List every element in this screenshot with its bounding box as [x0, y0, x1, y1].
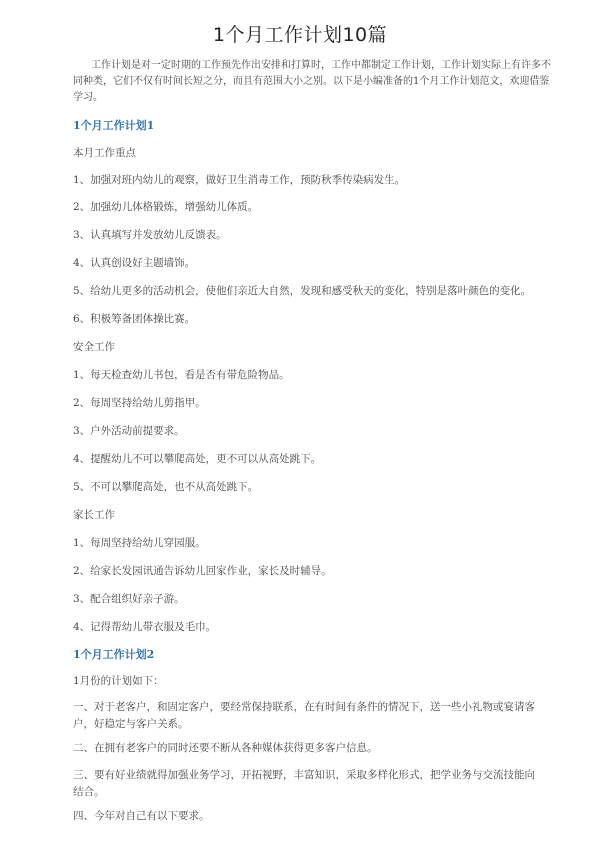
document-title: 1个月工作计划10篇 [212, 24, 388, 46]
paragraph: 一、对于老客户，和固定客户，要经常保持联系，在有时间有条件的情况下，送一些小礼物或宴请客户，好稳定与客户关系。 [73, 701, 535, 730]
list-item: 3、认真填写并发放幼儿反馈表。 [73, 229, 227, 241]
paragraph: 三、要有好业绩就得加强业务学习，开拓视野，丰富知识，采取多样化形式，把学业务与交流技能向结合。 [73, 769, 535, 798]
list-item: 5、给幼儿更多的活动机会，使他们亲近大自然，发现和感受秋天的变化，特别是落叶颜色的变化。 [73, 285, 532, 297]
list-item: 3、配合组织好亲子游。 [73, 593, 185, 605]
list-item: 4、记得帮幼儿带衣服及毛巾。 [73, 621, 217, 633]
list-item: 2、每周坚持给幼儿剪指甲。 [73, 397, 206, 409]
list-item: 1、每周坚持给幼儿穿园服。 [73, 537, 206, 549]
list-item: 1、每天检查幼儿书包，看是否有带危险物品。 [73, 369, 290, 381]
paragraph: 四、今年对自己有以下要求。 [73, 810, 210, 822]
section-label-focus: 本月工作重点 [73, 147, 136, 159]
plan2-heading: 1个月工作计划2 [73, 648, 155, 661]
intro-paragraph: 工作计划是对一定时期的工作预先作出安排和打算时，工作中都制定工作计划，工作计划实际上有许多不同种类，它们不仅有时间长短之分，而且有范围大小之别。以下是小编准备的1个月工作计划范文，欢迎借鉴学习。 [73, 60, 551, 103]
list-item: 6、积极筹备团体操比赛。 [73, 313, 196, 325]
list-item: 3、户外活动前提要求。 [73, 425, 185, 437]
plan2-intro: 1月份的计划如下： [73, 675, 164, 687]
list-item: 2、加强幼儿体格锻炼，增强幼儿体质。 [73, 201, 259, 213]
section-label-safety: 安全工作 [73, 341, 115, 353]
list-item: 4、提醒幼儿不可以攀爬高处，更不可以从高处跳下。 [73, 453, 322, 465]
list-item: 4、认真创设好主题墙饰。 [73, 257, 196, 269]
list-item: 1、加强对班内幼儿的观察，做好卫生消毒工作，预防秋季传染病发生。 [73, 174, 406, 186]
plan1-heading: 1个月工作计划1 [73, 119, 155, 132]
list-item: 2、给家长发园讯通告诉幼儿回家作业，家长及时辅导。 [73, 565, 332, 577]
list-item: 5、不可以攀爬高处，也不从高处跳下。 [73, 481, 259, 493]
paragraph: 二、在拥有老客户的同时还要不断从各种媒体获得更多客户信息。 [73, 742, 378, 754]
section-label-parents: 家长工作 [73, 509, 115, 521]
